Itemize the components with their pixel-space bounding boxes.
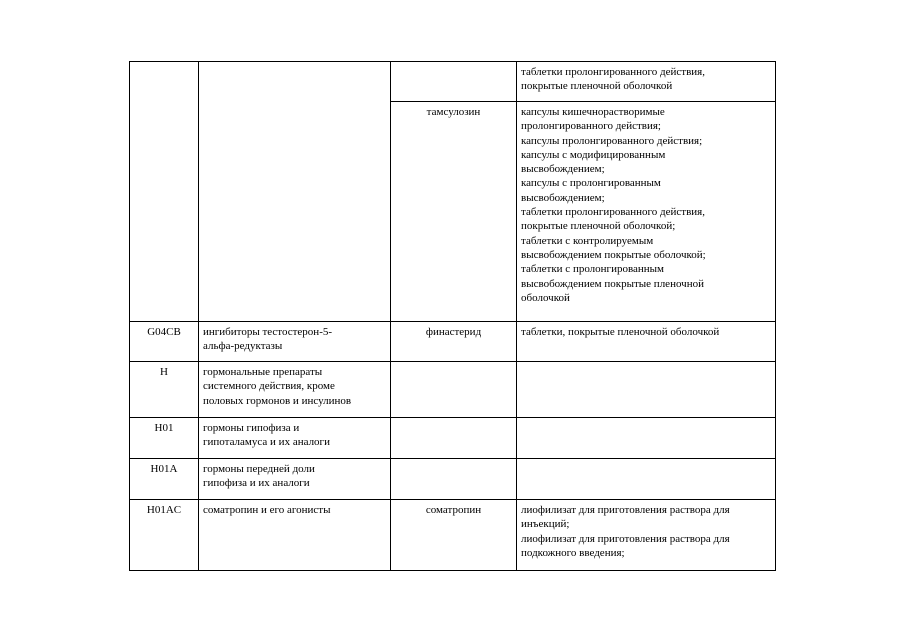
group-line: ингибиторы тестостерон-5- bbox=[203, 326, 333, 338]
dosage-form-line: таблетки с контролируемым bbox=[521, 234, 654, 247]
table-row bbox=[130, 418, 776, 459]
group-line: половых гормонов и инсулинов bbox=[203, 394, 352, 407]
group-line: гипофиза и их аналоги bbox=[203, 477, 310, 490]
atc-code-cell: H bbox=[130, 362, 199, 418]
anatomical-therapeutic-group-cell bbox=[199, 62, 391, 322]
table-row bbox=[130, 500, 776, 571]
dosage-form-line: лиофилизат для приготовления раствора для bbox=[521, 532, 730, 545]
group-line: соматропин и его агонисты bbox=[203, 504, 331, 516]
dosage-form-line: таблетки пролонгированного действия, bbox=[521, 206, 705, 219]
inn-cell: тамсулозин bbox=[391, 102, 517, 322]
dosage-forms-cell bbox=[517, 418, 776, 459]
dosage-forms-cell bbox=[517, 102, 776, 322]
dosage-form-line: капсулы пролонгированного действия; bbox=[521, 134, 703, 147]
dosage-forms-cell bbox=[517, 459, 776, 500]
dosage-form-line: капсулы кишечнорастворимые bbox=[521, 106, 665, 118]
atc-code-cell: H01AC bbox=[130, 500, 199, 571]
group-line: гормоны гипофиза и bbox=[203, 422, 300, 434]
dosage-form-line: инъекций; bbox=[521, 518, 570, 531]
dosage-form-line: высвобождением; bbox=[521, 163, 605, 176]
anatomical-therapeutic-group-cell bbox=[199, 418, 391, 459]
dosage-forms-cell bbox=[517, 62, 776, 102]
dosage-forms-cell bbox=[517, 322, 776, 362]
dosage-form-line: таблетки, покрытые пленочной оболочкой bbox=[521, 326, 720, 338]
dosage-form-line: высвобождением покрытые пленочной bbox=[521, 277, 704, 290]
group-line: системного действия, кроме bbox=[203, 380, 335, 393]
dosage-form-line: пролонгированного действия; bbox=[521, 120, 661, 133]
dosage-form-line: покрытые пленочной оболочкой; bbox=[521, 220, 676, 233]
inn-cell bbox=[391, 62, 517, 102]
inn-cell bbox=[391, 418, 517, 459]
inn-cell bbox=[391, 362, 517, 418]
dosage-form-line: лиофилизат для приготовления раствора для bbox=[521, 504, 730, 516]
atc-code-cell: H01 bbox=[130, 418, 199, 459]
dosage-form-line: покрытые пленочной оболочкой bbox=[521, 80, 673, 93]
dosage-form-line: высвобождением покрытые оболочкой; bbox=[521, 248, 706, 261]
inn-cell: финастерид bbox=[391, 322, 517, 362]
dosage-forms-cell bbox=[517, 362, 776, 418]
anatomical-therapeutic-group-cell bbox=[199, 459, 391, 500]
atc-code-cell bbox=[130, 62, 199, 322]
inn-cell: соматропин bbox=[391, 500, 517, 571]
dosage-form-line: капсулы с модифицированным bbox=[521, 148, 666, 161]
inn-cell bbox=[391, 459, 517, 500]
anatomical-therapeutic-group-cell bbox=[199, 322, 391, 362]
dosage-form-line: таблетки пролонгированного действия, bbox=[521, 66, 705, 78]
dosage-form-line: высвобождением; bbox=[521, 191, 605, 204]
group-line: гипоталамуса и их аналоги bbox=[203, 436, 330, 449]
table-row bbox=[130, 62, 776, 102]
dosage-form-line: подкожного введения; bbox=[521, 546, 625, 559]
dosage-form-line: оболочкой bbox=[521, 291, 570, 304]
atc-code-cell: H01A bbox=[130, 459, 199, 500]
group-line: гормональные препараты bbox=[203, 366, 323, 378]
table-row bbox=[130, 322, 776, 362]
table-row bbox=[130, 362, 776, 418]
drug-classification-table bbox=[129, 61, 776, 571]
atc-code-cell: G04CB bbox=[130, 322, 199, 362]
table-row bbox=[130, 459, 776, 500]
anatomical-therapeutic-group-cell bbox=[199, 500, 391, 571]
dosage-form-line: таблетки с пролонгированным bbox=[521, 263, 665, 276]
dosage-forms-cell bbox=[517, 500, 776, 571]
anatomical-therapeutic-group-cell bbox=[199, 362, 391, 418]
group-line: альфа-редуктазы bbox=[203, 340, 283, 353]
dosage-form-line: капсулы с пролонгированным bbox=[521, 177, 661, 190]
group-line: гормоны передней доли bbox=[203, 463, 315, 475]
